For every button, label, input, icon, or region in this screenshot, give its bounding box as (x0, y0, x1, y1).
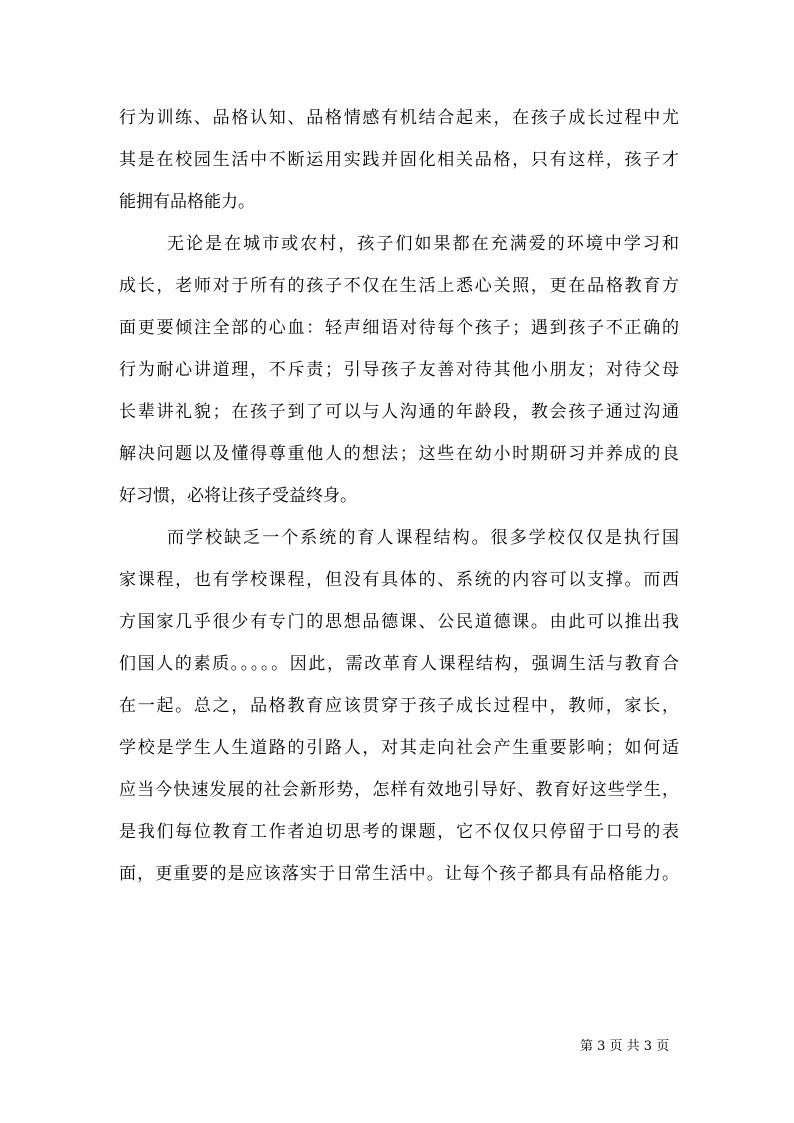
paragraph-3-line-3: 方国家几乎很少有专门的思想品德课、公民道德课。由此可以推出我 (119, 612, 679, 632)
paragraph-2-line-5: 长辈讲礼貌；在孩子到了可以与人沟通的年龄段，教会孩子通过沟通 (119, 402, 679, 422)
paragraph-3-line-8: 是我们每位教育工作者迫切思考的课题，它不仅仅只停留于口号的表 (119, 822, 679, 842)
paragraph-3-line-4: 们国人的素质。。。。。因此，需改革育人课程结构，强调生活与教育合 (119, 654, 679, 674)
paragraph-1-line-1: 行为训练、品格认知、品格情感有机结合起来，在孩子成长过程中尤 (119, 108, 679, 128)
paragraph-3-line-1: 而学校缺乏一个系统的育人课程结构。很多学校仅仅是执行国 (167, 528, 679, 548)
page-number-footer: 第 3 页 共 3 页 (580, 1039, 670, 1054)
paragraph-3-line-5: 在一起。总之，品格教育应该贯穿于孩子成长过程中，教师，家长， (119, 696, 679, 716)
paragraph-1-line-3: 能拥有品格能力。 (119, 192, 255, 212)
paragraph-3-line-9: 面，更重要的是应该落实于日常生活中。让每个孩子都具有品格能力。 (119, 864, 679, 884)
paragraph-2-line-7: 好习惯，必将让孩子受益终身。 (119, 486, 357, 506)
paragraph-3-line-6: 学校是学生人生道路的引路人，对其走向社会产生重要影响；如何适 (119, 738, 679, 758)
paragraph-2-line-1: 无论是在城市或农村，孩子们如果都在充满爱的环境中学习和 (167, 234, 679, 254)
paragraph-2-line-4: 行为耐心讲道理，不斥责；引导孩子友善对待其他小朋友；对待父母 (119, 360, 679, 380)
paragraph-2-line-6: 解决问题以及懂得尊重他人的想法；这些在幼小时期研习并养成的良 (119, 444, 679, 464)
paragraph-1-line-2: 其是在校园生活中不断运用实践并固化相关品格，只有这样，孩子才 (119, 150, 679, 170)
paragraph-2-line-2: 成长，老师对于所有的孩子不仅在生活上悉心关照，更在品格教育方 (119, 276, 679, 296)
paragraph-3-line-2: 家课程，也有学校课程，但没有具体的、系统的内容可以支撑。而西 (119, 570, 679, 590)
paragraph-3-line-7: 应当今快速发展的社会新形势，怎样有效地引导好、教育好这些学生， (119, 780, 679, 800)
paragraph-2-line-3: 面更要倾注全部的心血：轻声细语对待每个孩子；遇到孩子不正确的 (119, 318, 679, 338)
